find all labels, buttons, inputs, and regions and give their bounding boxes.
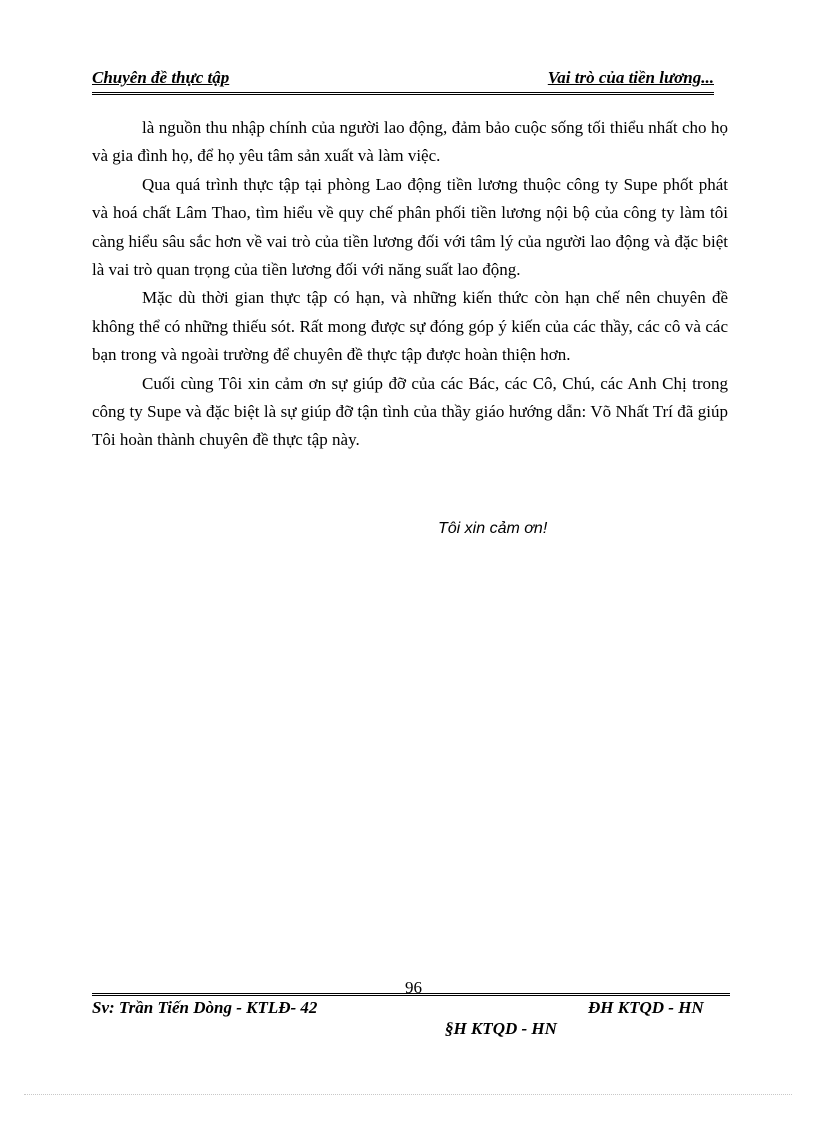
paragraph-3: Mặc dù thời gian thực tập có hạn, và những kiến thức còn hạn chế nên chuyên đề không thể có những thiếu sót. Rất mong được sự đóng góp ý kiến của các thầy, các cô và các bạn trong và ngoài trường để chuyên đề thực tập được hoàn thiện hơn. <box>92 288 728 365</box>
page-number: 96 <box>405 978 422 997</box>
page-bottom-dotted-line <box>24 1094 792 1095</box>
paragraph-1: là nguồn thu nhập chính của người lao động, đảm bảo cuộc sống tối thiểu nhất cho họ và gia đình họ, để họ yêu tâm sản xuất và làm việc. <box>92 118 728 166</box>
header-title-left: Chuyên đề thực tập <box>92 68 230 87</box>
footer-university: ĐH KTQD - HN <box>588 998 704 1017</box>
closing-line: Tôi xin cảm ơn! <box>438 520 548 537</box>
paragraph-4: Cuối cùng Tôi xin cảm ơn sự giúp đỡ của các Bác, các Cô, Chú, các Anh Chị trong công ty Supe và đặc biệt là sự giúp đỡ tận tình của thầy giáo hướng dẫn: Võ Nhất Trí đã giúp Tôi hoàn thành chuyên đề thực tập này. <box>92 373 728 450</box>
footer-university-duplicate: §H KTQD - HN <box>445 1019 557 1038</box>
page-header <box>92 66 714 95</box>
footer-author: Sv: Trần Tiến Dòng - KTLĐ- 42 <box>92 998 318 1017</box>
header-title-right: Vai trò của tiền lương... <box>547 68 714 87</box>
footer-rule <box>92 993 730 996</box>
body-text <box>92 114 728 455</box>
paragraph-2: Qua quá trình thực tập tại phòng Lao động tiền lương thuộc công ty Supe phốt phát và hoá chất Lâm Thao, tìm hiểu về quy chế phân phối tiền lương nội bộ của công ty làm tôi càng hiểu sâu sắc hơn về vai trò của tiền lương đối với tâm lý của người lao động và đặc biệt là vai trò quan trọng của tiền lương đối với năng suất lao động. <box>92 174 728 280</box>
